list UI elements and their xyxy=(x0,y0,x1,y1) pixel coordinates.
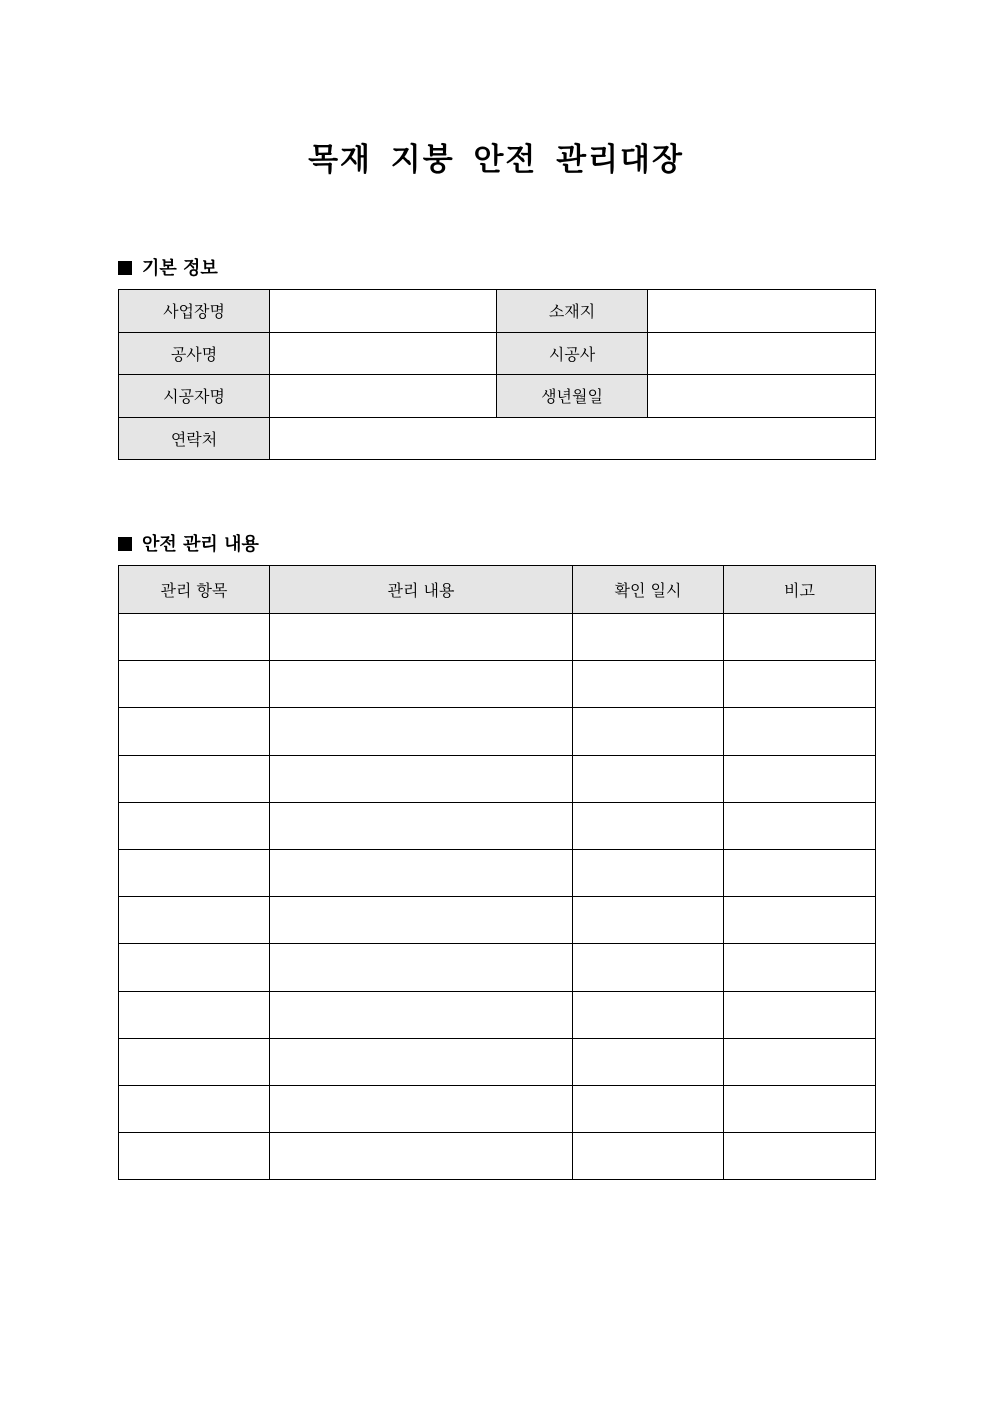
remarks-cell[interactable] xyxy=(724,1038,876,1085)
table-row xyxy=(119,897,876,944)
safety-management-table xyxy=(118,565,876,1180)
value-cell-builder-name[interactable] xyxy=(270,375,497,418)
label-cell: 생년월일 xyxy=(497,375,648,418)
table-row xyxy=(119,849,876,896)
table-row xyxy=(119,614,876,661)
remarks-cell[interactable] xyxy=(724,802,876,849)
table-row xyxy=(119,1133,876,1180)
item-cell[interactable] xyxy=(119,991,270,1038)
item-cell[interactable] xyxy=(119,661,270,708)
value-cell-project-name[interactable] xyxy=(270,332,497,375)
item-cell[interactable] xyxy=(119,1038,270,1085)
table-row xyxy=(119,1038,876,1085)
table-row xyxy=(119,708,876,755)
datetime-cell[interactable] xyxy=(573,1085,724,1132)
value-cell-contact[interactable] xyxy=(270,417,876,460)
label-cell: 시공사 xyxy=(497,332,648,375)
content-cell[interactable] xyxy=(270,1085,573,1132)
table-row xyxy=(119,375,876,418)
table-row xyxy=(119,417,876,460)
label-cell: 시공자명 xyxy=(119,375,270,418)
column-header: 관리 항목 xyxy=(119,566,270,614)
content-cell[interactable] xyxy=(270,991,573,1038)
content-cell[interactable] xyxy=(270,755,573,802)
datetime-cell[interactable] xyxy=(573,708,724,755)
content-cell[interactable] xyxy=(270,1133,573,1180)
remarks-cell[interactable] xyxy=(724,1085,876,1132)
table-row xyxy=(119,1085,876,1132)
page-title: 목재 지붕 안전 관리대장 xyxy=(308,142,684,178)
section-heading-safety xyxy=(118,530,259,556)
column-header: 비고 xyxy=(724,566,876,614)
label-cell: 연락처 xyxy=(119,417,270,460)
content-cell[interactable] xyxy=(270,708,573,755)
datetime-cell[interactable] xyxy=(573,802,724,849)
safety-table-body xyxy=(119,614,876,1180)
item-cell[interactable] xyxy=(119,755,270,802)
table-row xyxy=(119,802,876,849)
remarks-cell[interactable] xyxy=(724,991,876,1038)
item-cell[interactable] xyxy=(119,944,270,991)
remarks-cell[interactable] xyxy=(724,755,876,802)
content-cell[interactable] xyxy=(270,661,573,708)
value-cell-location[interactable] xyxy=(648,290,876,333)
datetime-cell[interactable] xyxy=(573,614,724,661)
datetime-cell[interactable] xyxy=(573,849,724,896)
table-row xyxy=(119,661,876,708)
label-cell: 공사명 xyxy=(119,332,270,375)
table-row xyxy=(119,332,876,375)
content-cell[interactable] xyxy=(270,944,573,991)
datetime-cell[interactable] xyxy=(573,661,724,708)
remarks-cell[interactable] xyxy=(724,614,876,661)
remarks-cell[interactable] xyxy=(724,944,876,991)
table-row xyxy=(119,944,876,991)
remarks-cell[interactable] xyxy=(724,849,876,896)
column-header: 관리 내용 xyxy=(270,566,573,614)
label-cell: 사업장명 xyxy=(119,290,270,333)
section-heading-text: 안전 관리 내용 xyxy=(142,534,259,555)
section-heading-text: 기본 정보 xyxy=(142,258,218,279)
remarks-cell[interactable] xyxy=(724,897,876,944)
datetime-cell[interactable] xyxy=(573,897,724,944)
remarks-cell[interactable] xyxy=(724,661,876,708)
value-cell-birthdate[interactable] xyxy=(648,375,876,418)
remarks-cell[interactable] xyxy=(724,1133,876,1180)
table-row xyxy=(119,755,876,802)
value-cell-site-name[interactable] xyxy=(270,290,497,333)
datetime-cell[interactable] xyxy=(573,1133,724,1180)
square-bullet-icon xyxy=(118,537,132,551)
item-cell[interactable] xyxy=(119,802,270,849)
item-cell[interactable] xyxy=(119,849,270,896)
table-header-row xyxy=(119,566,876,614)
column-header: 확인 일시 xyxy=(573,566,724,614)
table-row xyxy=(119,991,876,1038)
item-cell[interactable] xyxy=(119,897,270,944)
content-cell[interactable] xyxy=(270,897,573,944)
item-cell[interactable] xyxy=(119,1133,270,1180)
table-row xyxy=(119,290,876,333)
remarks-cell[interactable] xyxy=(724,708,876,755)
content-cell[interactable] xyxy=(270,849,573,896)
content-cell[interactable] xyxy=(270,614,573,661)
square-bullet-icon xyxy=(118,261,132,275)
datetime-cell[interactable] xyxy=(573,755,724,802)
label-cell: 소재지 xyxy=(497,290,648,333)
section-heading-basic-info xyxy=(118,254,218,280)
item-cell[interactable] xyxy=(119,708,270,755)
datetime-cell[interactable] xyxy=(573,1038,724,1085)
content-cell[interactable] xyxy=(270,1038,573,1085)
basic-info-table xyxy=(118,289,876,460)
datetime-cell[interactable] xyxy=(573,944,724,991)
item-cell[interactable] xyxy=(119,1085,270,1132)
datetime-cell[interactable] xyxy=(573,991,724,1038)
item-cell[interactable] xyxy=(119,614,270,661)
value-cell-contractor[interactable] xyxy=(648,332,876,375)
content-cell[interactable] xyxy=(270,802,573,849)
